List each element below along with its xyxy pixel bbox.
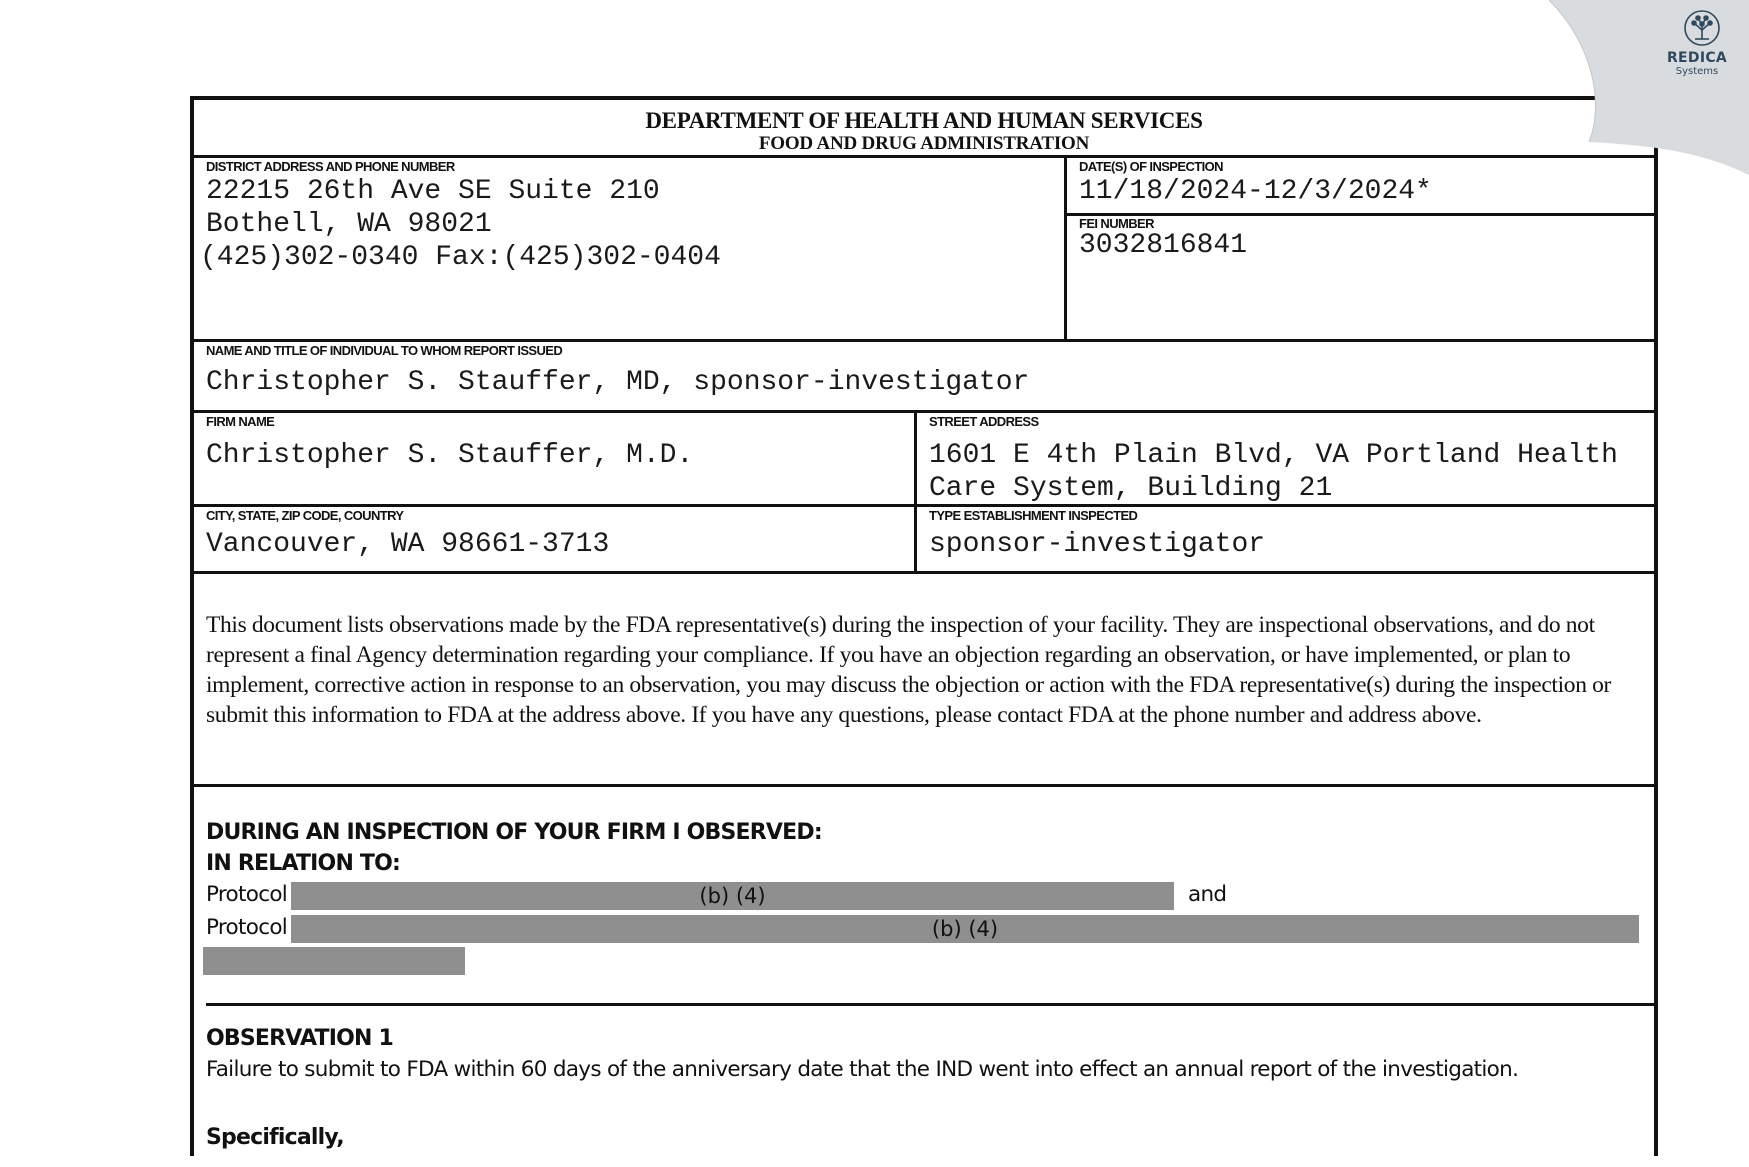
- firm-name-label: FIRM NAME: [206, 414, 275, 429]
- recipient-name: Christopher S. Stauffer, MD, sponsor-investigator: [206, 367, 1030, 398]
- relation-heading: IN RELATION TO:: [206, 851, 401, 876]
- city-value: Vancouver, WA 98661-3713: [206, 529, 610, 560]
- redaction-block-3: [203, 947, 465, 975]
- notice-text: This document lists observations made by the FDA representative(s) during the inspection of your facility. They are inspectional observations, and do not represent a final Agency determination regarding your compliance. If you have an objection regarding an observation, or have implemented, or plan to implement, corrective action in response to an observation, you may discuss the objection or action with the FDA representative(s) during the inspection or submit this information to FDA at the address above. If you have any questions, please contact FDA at the phone number and address above.: [206, 612, 1611, 728]
- district-address-line2: Bothell, WA 98021: [206, 209, 492, 240]
- firm-divider: [914, 413, 917, 504]
- corner-fold: [1549, 0, 1749, 175]
- firm-section: [194, 413, 1654, 507]
- type-label: TYPE ESTABLISHMENT INSPECTED: [929, 508, 1138, 523]
- observation-1-heading: OBSERVATION 1: [206, 1026, 394, 1051]
- section-rule: [206, 1003, 1656, 1006]
- district-label: DISTRICT ADDRESS AND PHONE NUMBER: [206, 159, 455, 174]
- dates-label: DATE(S) OF INSPECTION: [1079, 159, 1223, 174]
- city-label: CITY, STATE, ZIP CODE, COUNTRY: [206, 508, 404, 523]
- street-address-label: STREET ADDRESS: [929, 414, 1039, 429]
- observed-heading: DURING AN INSPECTION OF YOUR FIRM I OBSERVED:: [206, 820, 822, 845]
- firm-name: Christopher S. Stauffer, M.D.: [206, 440, 694, 471]
- fei-cell: [1067, 216, 1654, 339]
- redaction-block-1: (b) (4): [291, 882, 1174, 910]
- fei-number: 3032816841: [1079, 230, 1248, 261]
- district-section: [194, 158, 1654, 342]
- inspection-dates: 11/18/2024-12/3/2024*: [1079, 176, 1432, 207]
- establishment-type: sponsor-investigator: [929, 529, 1266, 560]
- district-phone: (425)302-0340 Fax:(425)302-0404: [200, 242, 721, 273]
- observations-section: [194, 787, 1654, 1167]
- district-address-line1: 22215 26th Ave SE Suite 210: [206, 176, 660, 207]
- recipient-section: [194, 342, 1654, 413]
- street-address-line2: Care System, Building 21: [929, 473, 1333, 504]
- city-divider: [914, 507, 917, 571]
- fda-483-form: [190, 96, 1658, 1156]
- observation-1-text: Failure to submit to FDA within 60 days of the anniversary date that the IND went into effect an annual report of the investigation.: [206, 1057, 1519, 1082]
- agency-subtitle: FOOD AND DRUG ADMINISTRATION: [758, 133, 1090, 154]
- recipient-label: NAME AND TITLE OF INDIVIDUAL TO WHOM REPORT ISSUED: [206, 343, 563, 358]
- notice-section: [194, 574, 1654, 787]
- and-text: and: [1188, 882, 1227, 907]
- redica-logo-name: REDICA: [1666, 50, 1728, 66]
- protocol-label-2: Protocol: [206, 915, 288, 940]
- redica-logo-sub: Systems: [1675, 66, 1719, 77]
- street-address-line1: 1601 E 4th Plain Blvd, VA Portland Health: [929, 440, 1618, 471]
- protocol-label-1: Protocol: [206, 882, 288, 907]
- department-title: DEPARTMENT OF HEALTH AND HUMAN SERVICES: [645, 108, 1203, 133]
- fei-label: FEI NUMBER: [1079, 216, 1154, 231]
- specifically-text: Specifically,: [206, 1125, 344, 1150]
- form-header: [194, 100, 1654, 158]
- redaction-block-2: (b) (4): [291, 915, 1639, 943]
- city-section: [194, 507, 1654, 574]
